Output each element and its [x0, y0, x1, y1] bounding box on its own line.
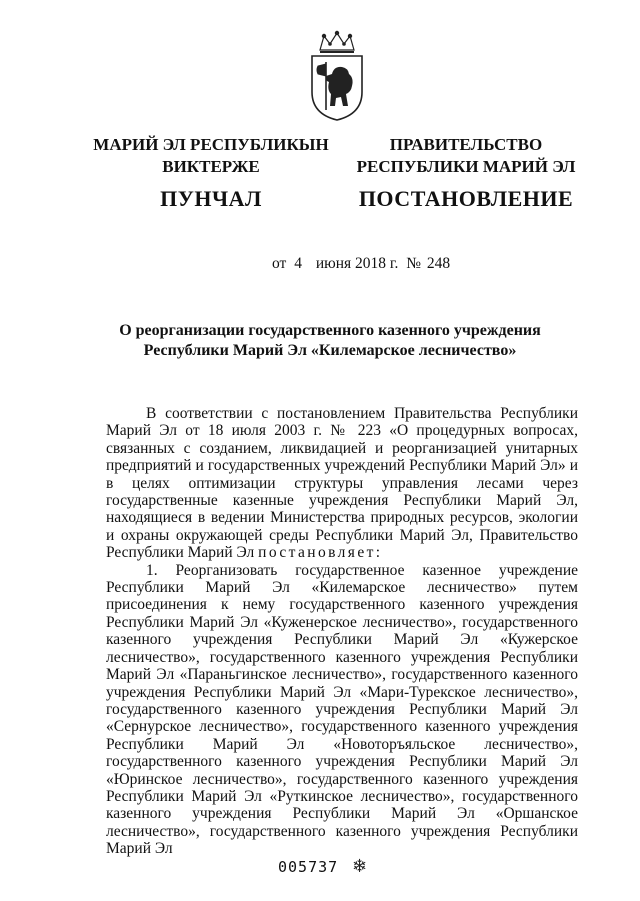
date-prefix: от [272, 255, 287, 272]
document-title [110, 321, 550, 361]
preamble-text: В соответствии с постановлением Правительства Республики Марий Эл от 18 июля 2003 г. № 223 «О процедурных вопросах, связанных с созданием, ликвидацией и реорганизацией унитарных предприятий и государственных учреждений Республики Марий Эл» и в целях оптимизации структуры управления лесами через государственные казенные учреждения Республики Марий Эл, находящиеся в ведении Министерства природных ресурсов, экологии и охраны окружающей среды Республики Марий Эл, Правительство Республики Марий Эл [106, 405, 578, 562]
date-month-year: июня 2018 г. [315, 255, 399, 272]
header-right-title: ПРАВИТЕЛЬСТВО РЕСПУБЛИКИ МАРИЙ ЭЛ [356, 135, 576, 176]
header-left-block [92, 134, 330, 210]
crown-icon [320, 31, 354, 52]
document-date-line [272, 255, 450, 273]
bear-icon [325, 67, 352, 106]
item-1-paragraph: 1. Реорганизовать государственное казенное учреждение Республики Марий Эл «Килемарское лесничество» путем присоединения к нему государственного казенного учреждения Республики Марий Эл «Куженерское лесничество», государственного казенного учреждения Республики Марий Эл «Кужерское лесничество», государственного казенного учреждения Республики Марий Эл «Параньгинское лесничество», государственного казенного учреждения Республики Марий Эл «Мари-Турекское лесничество», государственного казенного учреждения Республики Марий Эл «Сернурское лесничество», государственного казенного учреждения Республики Марий Эл «Новоторъяльское лесничество», государственного казенного учреждения Республики Марий Эл «Юринское лесничество», государственного казенного учреждения Республики Марий Эл «Руткинское лесничество», государственного казенного учреждения Республики Марий Эл «Оршанское лесничество», государственного казенного учреждения Республики Марий Эл [106, 561, 578, 858]
title-line-2: Республики Марий Эл «Килемарское лесничество» [143, 342, 517, 359]
date-day: 4 [294, 255, 302, 272]
document-number: 248 [426, 255, 451, 272]
header-left-doc-type: ПУНЧАЛ [160, 186, 262, 211]
number-sign: № [406, 255, 422, 272]
document-body [106, 405, 578, 858]
coat-of-arms-emblem [302, 30, 372, 122]
axe-icon [317, 62, 326, 110]
snowflake-stamp-icon: ❄ [352, 856, 368, 876]
header-right-doc-type: ПОСТАНОВЛЕНИЕ [358, 186, 574, 211]
preamble-paragraph [106, 405, 578, 562]
header-right-block [352, 134, 580, 210]
decree-word: постановляет: [258, 544, 383, 562]
title-line-1: О реорганизации государственного казенного учреждения [119, 322, 541, 339]
header-left-title: МАРИЙ ЭЛ РЕСПУБЛИКЫН ВИКТЕРЖЕ [93, 135, 329, 176]
form-serial-number: 005737 [278, 858, 339, 876]
